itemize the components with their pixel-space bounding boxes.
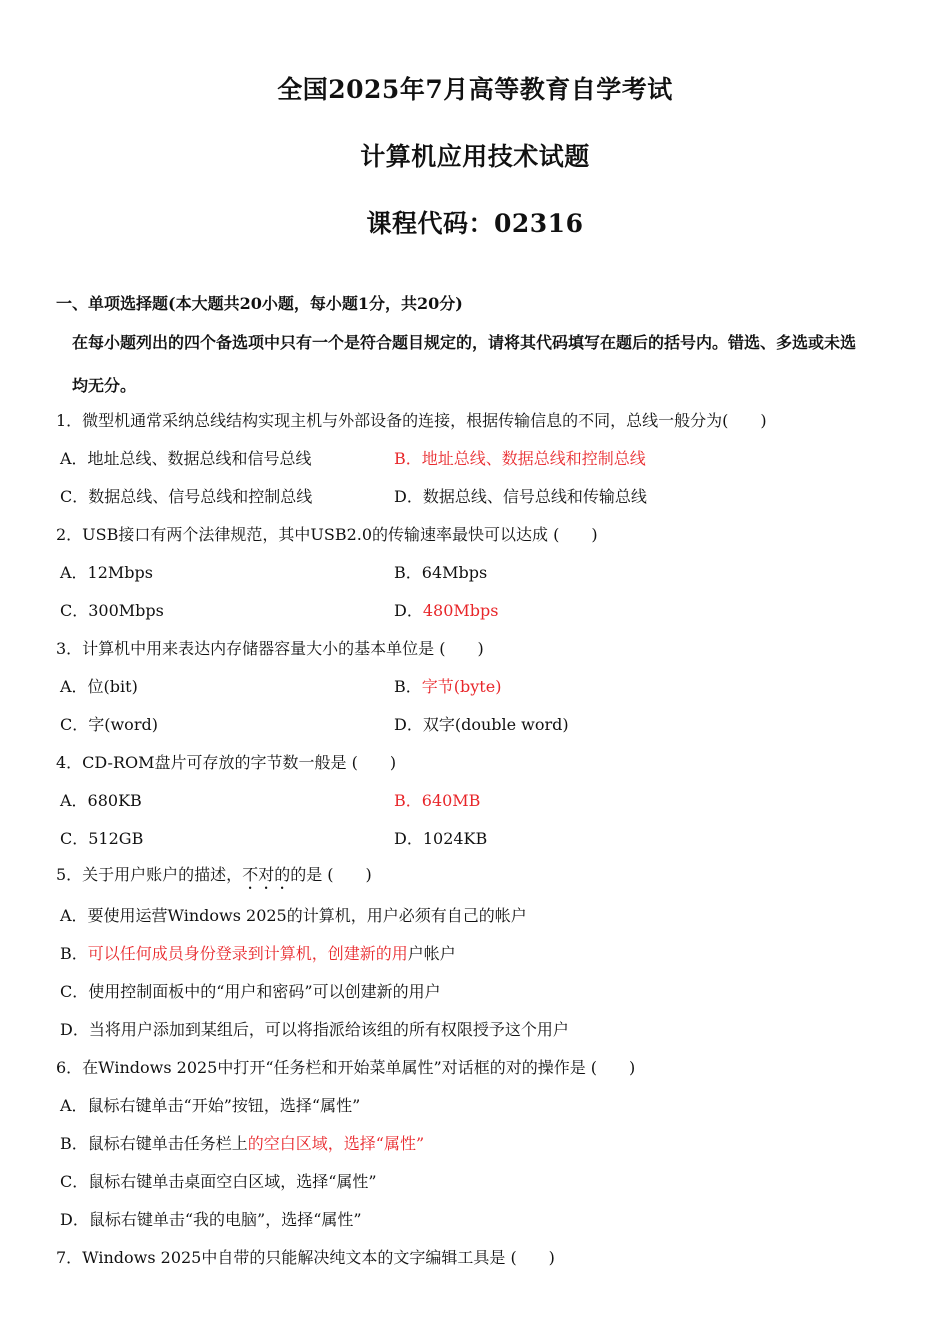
exam-title: 全国2025年7月高等教育自学考试	[277, 75, 673, 104]
question-2-option-b: B．64Mbps	[394, 563, 488, 582]
question-4-option-d: D．1024KB	[394, 829, 488, 848]
question-7-stem: 7．Windows 2025中自带的只能解决纯文本的文字编辑工具是 ( )	[56, 1248, 555, 1267]
question-1-option-d: D．数据总线、信号总线和传输总线	[394, 487, 647, 506]
section-heading: 一、单项选择题(本大题共20小题，每小题1分，共20分)	[56, 294, 463, 313]
question-5-stem	[56, 862, 372, 893]
question-6-option-c: C．鼠标右键单击桌面空白区域，选择“属性”	[60, 1172, 377, 1191]
section-instruction-line-2: 均无分。	[72, 376, 137, 395]
question-6-stem: 6．在Windows 2025中打开“任务栏和开始菜单属性”对话框的对的操作是 ( )	[56, 1058, 636, 1077]
question-1-option-b: B．地址总线、数据总线和控制总线	[394, 449, 646, 468]
exam-subject: 计算机应用技术试题	[360, 142, 590, 171]
option-letter: B．	[394, 677, 422, 696]
option-text: 户帐户	[407, 944, 456, 963]
question-3-stem: 3．计算机中用来表达内存储器容量大小的基本单位是 ( )	[56, 639, 484, 658]
answer-text: 的空白区域，选择“属性”	[247, 1134, 425, 1153]
question-3-option-c: C．字(word)	[60, 715, 158, 734]
answer-text: 可以任何成员身份登录到计算机，创建新的用	[87, 944, 408, 963]
option-letter: D．	[394, 601, 423, 620]
question-3-option-a: A．位(bit)	[60, 677, 138, 696]
question-4-option-a: A．680KB	[60, 791, 142, 810]
question-5-option-a: A．要使用运营Windows 2025的计算机，用户必须有自己的帐户	[60, 906, 527, 925]
question-6-option-a: A．鼠标右键单击“开始”按钮，选择“属性”	[60, 1096, 361, 1115]
section-instruction-line-1: 在每小题列出的四个备选项中只有一个是符合题目规定的，请将其代码填写在题后的括号内。错选、多选或未选	[72, 333, 857, 352]
question-1-option-c: C．数据总线、信号总线和控制总线	[60, 487, 313, 506]
stem-text: 5．关于用户账户的描述，	[56, 865, 243, 884]
question-6-option-d: D．鼠标右键单击“我的电脑”，选择“属性”	[60, 1210, 362, 1229]
course-code: 课程代码：02316	[366, 209, 584, 238]
option-text: B．鼠标右键单击任务栏上	[60, 1134, 248, 1153]
option-letter: B．	[60, 944, 88, 963]
question-5-option-d: D．当将用户添加到某组后，可以将指派给该组的所有权限授予这个用户	[60, 1020, 569, 1039]
question-6-option-b	[60, 1131, 424, 1154]
question-4-option-b: B．640MB	[394, 791, 481, 810]
question-1-stem: 1．微型机通常采纳总线结构实现主机与外部设备的连接，根据传输信息的不同，总线一般分为( )	[56, 411, 767, 430]
answer-text: 字节(byte)	[421, 677, 502, 696]
question-3-option-d: D．双字(double word)	[394, 715, 569, 734]
question-4-option-c: C．512GB	[60, 829, 144, 848]
question-2-option-d	[394, 598, 498, 621]
question-1-option-a: A．地址总线、数据总线和信号总线	[60, 449, 312, 468]
answer-text: 480Mbps	[422, 601, 499, 620]
question-5-option-b	[60, 941, 456, 964]
question-3-option-b	[394, 674, 501, 697]
question-2-option-c: C．300Mbps	[60, 601, 164, 620]
question-2-stem: 2．USB接口有两个法律规范，其中USB2.0的传输速率最快可以达成 ( )	[56, 525, 598, 544]
question-5-option-c: C．使用控制面板中的“用户和密码”可以创建新的用户	[60, 982, 441, 1001]
question-4-stem: 4．CD-ROM盘片可存放的字节数一般是 ( )	[56, 753, 397, 772]
question-2-option-a: A．12Mbps	[60, 563, 153, 582]
stem-text: 的是 ( )	[290, 865, 372, 884]
emphasized-text: 不对的	[242, 865, 291, 884]
